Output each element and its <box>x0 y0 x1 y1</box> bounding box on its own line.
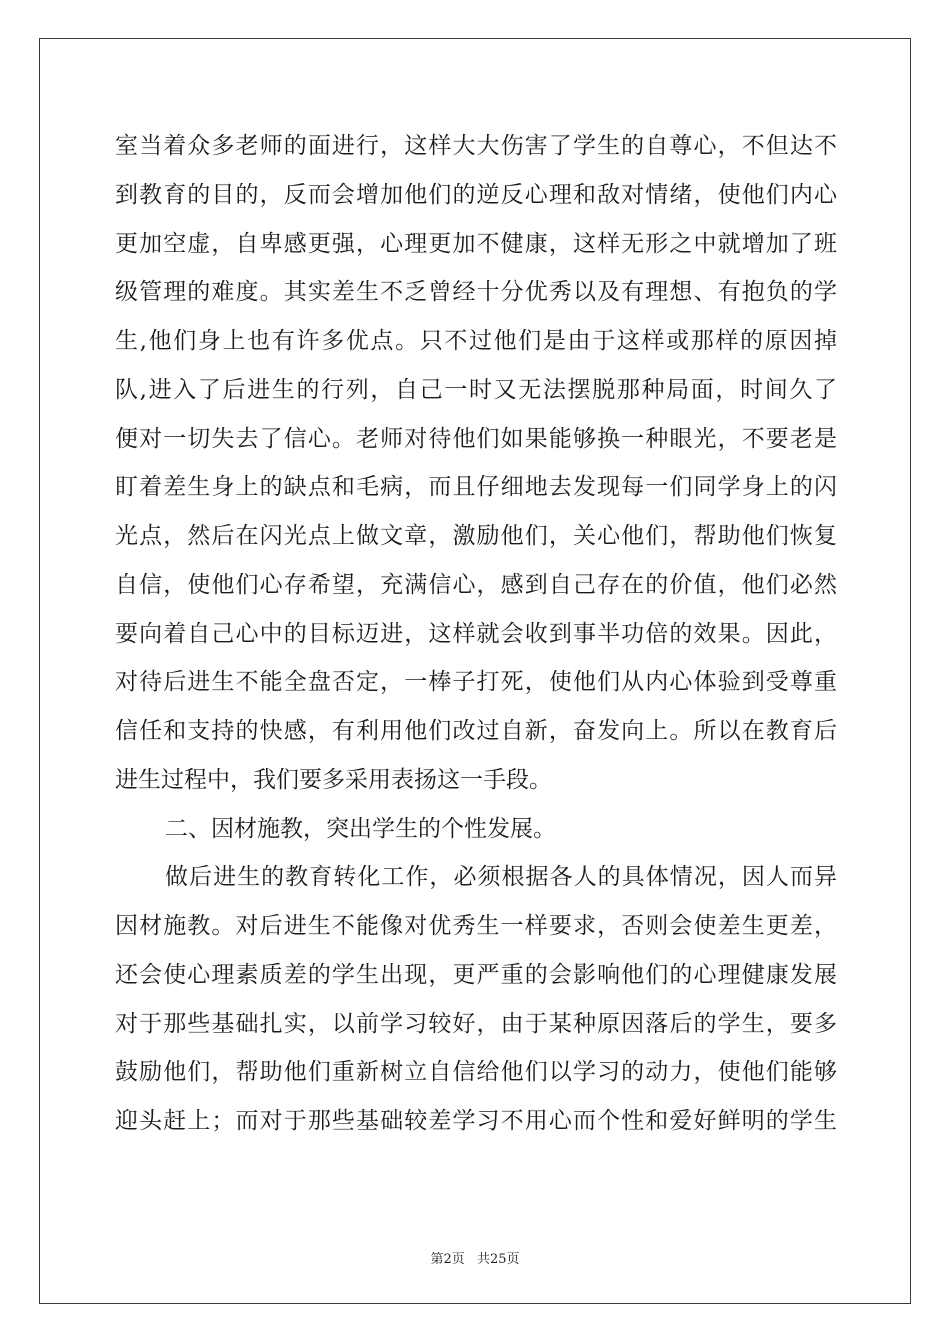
document-body <box>115 122 837 1146</box>
text-line: 到教育的目的，反而会增加他们的逆反心理和敌对情绪，使他们内心 <box>115 181 837 208</box>
text-line: 因材施教。对后进生不能像对优秀生一样要求，否则会使差生更差， <box>115 913 837 939</box>
text-line: 信任和支持的快感，有利用他们改过自新，奋发向上。所以在教育后 <box>115 718 837 744</box>
text-line: 更加空虚，自卑感更强，心理更加不健康，这样无形之中就增加了班 <box>115 230 837 257</box>
text-line: 级管理的难度。其实差生不乏曾经十分优秀以及有理想、有抱负的学 <box>115 279 837 306</box>
text-line: 要向着自己心中的目标迈进，这样就会收到事半功倍的效果。因此， <box>115 620 837 647</box>
text-line: 室当着众多老师的面进行，这样大大伤害了学生的自尊心，不但达不 <box>115 133 837 159</box>
text-line: 做后进生的教育转化工作，必须根据各人的具体情况，因人而异 <box>165 864 837 891</box>
text-line: 鼓励他们，帮助他们重新树立自信给他们以学习的动力，使他们能够 <box>115 1059 837 1086</box>
text-line: 还会使心理素质差的学生出现，更严重的会影响他们的心理健康发展 <box>115 961 837 988</box>
page-number: 第2页 <box>430 1252 465 1267</box>
page-footer <box>0 1248 950 1267</box>
text-line: 自信，使他们心存希望，充满信心，感到自己存在的价值，他们必然 <box>115 571 837 598</box>
text-line: 对于那些基础扎实，以前学习较好，由于某种原因落后的学生，要多 <box>115 1010 837 1037</box>
section-heading: 二、因材施教，突出学生的个性发展。 <box>165 815 556 842</box>
page-total: 共25页 <box>476 1252 520 1267</box>
text-line: 盯着差生身上的缺点和毛病，而且仔细地去发现每一们同学身上的闪 <box>115 474 837 501</box>
text-line: 光点，然后在闪光点上做文章，激励他们，关心他们，帮助他们恢复 <box>115 523 837 549</box>
text-line: 进生过程中，我们要多采用表扬这一手段。 <box>115 766 552 793</box>
text-line: 生,他们身上也有许多优点。只不过他们是由于这样或那样的原因掉 <box>115 328 837 354</box>
text-line: 便对一切失去了信心。老师对待他们如果能够换一种眼光，不要老是 <box>115 425 837 452</box>
text-line: 队,进入了后进生的行列，自己一时又无法摆脱那种局面，时间久了 <box>115 376 837 403</box>
text-line: 对待后进生不能全盘否定，一棒子打死，使他们从内心体验到受尊重 <box>115 669 837 696</box>
text-line: 迎头赶上；而对于那些基础较差学习不用心而个性和爱好鲜明的学生 <box>115 1108 837 1134</box>
